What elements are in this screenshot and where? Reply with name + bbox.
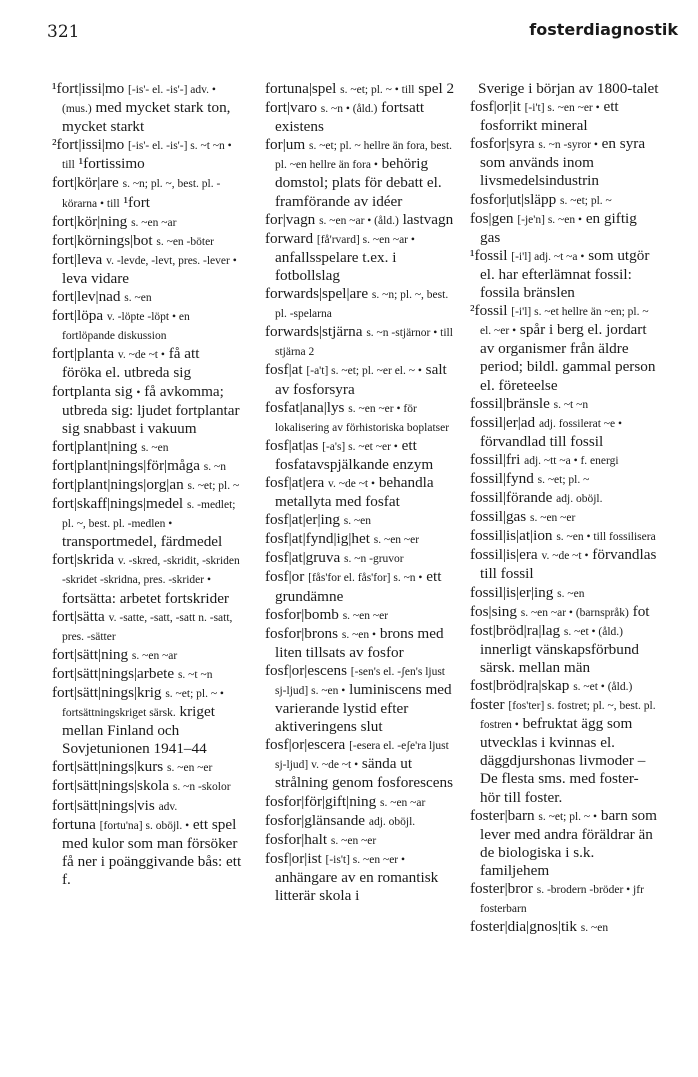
dictionary-entry	[470, 696, 660, 807]
hw: fosf|or|escera	[265, 736, 346, 754]
hw: fort|plant|nings|för|måga	[52, 456, 200, 474]
grammar-note: adj. fossilerat ~e •	[538, 417, 622, 430]
hw: fort|plant|nings|org|an	[52, 475, 184, 493]
dictionary-entry	[470, 677, 660, 696]
grammar-note: s. ~en ~er	[373, 534, 420, 547]
grammar-note: [-a's] s. ~et ~er •	[322, 440, 398, 453]
definition: sända ut strålning genom fosforescens	[275, 755, 453, 792]
definition: ett spel med kulor som man försöker få ner i poänggivande bås: ett f.	[62, 815, 242, 888]
grammar-note: s. ~n; pl. ~, best. pl. -spelarna	[275, 289, 449, 321]
dictionary-entry	[52, 345, 242, 382]
dictionary-entry	[265, 793, 455, 812]
hw: fort|sätt|nings|krig	[52, 684, 162, 701]
dictionary-entry	[52, 174, 242, 212]
hw: foster|barn	[470, 806, 535, 824]
hw: fort|planta	[52, 345, 115, 363]
hw: foster	[470, 696, 505, 714]
hw: fosfor|brons	[265, 624, 339, 642]
dictionary-entry	[52, 646, 242, 665]
grammar-note: adj. oböjl.	[556, 493, 603, 506]
grammar-note: s. ~en ~ar	[131, 216, 177, 229]
grammar-note: s. ~t ~n	[553, 398, 589, 411]
grammar-note: [-esera el. -eʃe'ra ljust sj-ljud] v. ~de ~t •	[275, 740, 449, 772]
grammar-note: adj. ~tt ~a • f. energi	[524, 454, 619, 467]
grammar-note: s. ~en	[557, 587, 585, 600]
definition: befruktat ägg som utvecklas i kvinnas el. däggdjurshonas livmoder – De flesta sms. med foster- hör till foster.	[480, 715, 646, 806]
dictionary-entry	[52, 758, 242, 777]
definition: anhängare av en romantisk litterär skola i	[275, 868, 439, 905]
dictionary-entry	[52, 816, 242, 889]
grammar-note: s. ~en ~er • för lokalisering av förhistoriska boplatser	[275, 402, 450, 434]
hw: fos|sing	[470, 602, 517, 620]
grammar-note: s. ~en	[580, 922, 609, 935]
grammar-note: v. ~de ~t •	[328, 477, 376, 490]
grammar-note: v. -löpte -löpt • en fortlöpande diskussion	[62, 311, 190, 343]
dictionary-entry	[52, 476, 242, 495]
dictionary-entry	[470, 584, 660, 603]
grammar-note: s. ~en ~er	[530, 512, 576, 525]
grammar-note: •	[136, 386, 141, 399]
hw: fossil|is|er|ing	[470, 583, 554, 601]
dictionary-entry	[265, 606, 455, 625]
dictionary-entry	[470, 622, 660, 677]
dictionary-entry	[265, 568, 455, 605]
definition: transportmedel, färdmedel	[62, 533, 223, 551]
grammar-note: [-i'l] s. ~et hellre än ~en; pl. ~ el. ~er •	[480, 306, 649, 338]
hw: fort|skaff|nings|medel	[52, 495, 184, 513]
grammar-note: s. ~et • (åld.)	[563, 625, 624, 638]
definition: fortsatt existens	[275, 99, 425, 136]
hw: forward	[265, 229, 314, 247]
definition: få att föröka el. utbreda sig	[62, 345, 200, 382]
running-head: fosterdiagnostik	[529, 20, 678, 39]
hw: for|vagn	[265, 210, 316, 228]
dictionary-entry	[470, 603, 660, 622]
dictionary-entry	[265, 361, 455, 398]
hw: fort|kör|ning	[52, 212, 128, 230]
definition: få avkomma; utbreda sig: ljudet fortplantar sig snabbast i vakuum	[62, 382, 240, 437]
dictionary-entry	[470, 98, 660, 135]
grammar-note: s. ~et; pl. ~	[537, 473, 590, 486]
grammar-note: s. -brodern -bröder • jfr fosterbarn	[480, 884, 644, 916]
dictionary-entry	[52, 251, 242, 288]
dictionary-entry	[265, 850, 455, 905]
grammar-note: s. ~et • (åld.)	[573, 681, 633, 693]
grammar-note: s. ~n	[203, 460, 226, 473]
hw: fossil|is|at|ion	[470, 527, 553, 545]
definition: förvandlas till fossil	[480, 546, 657, 583]
hw: fortuna	[52, 815, 96, 833]
hw: ¹fort|issi|mo	[52, 80, 125, 97]
definition: spel 2	[418, 80, 455, 97]
definition: ¹fort	[123, 193, 150, 211]
column-left	[52, 80, 242, 889]
grammar-note: s. ~en ~ar • (åld.)	[319, 214, 399, 227]
grammar-note: v. ~de ~t •	[541, 550, 589, 563]
dictionary-entry	[265, 230, 455, 285]
definition: leva vidare	[62, 269, 130, 287]
dictionary-entry	[265, 625, 455, 662]
hw: fossil|fri	[470, 450, 521, 468]
definition: behandla metallyta med fosfat	[275, 473, 434, 511]
dictionary-entry	[52, 797, 242, 816]
hw: fosfor|ut|släpp	[470, 190, 557, 208]
hw: fosf|at|as	[265, 436, 319, 454]
definition: förvandlad till fossil	[480, 432, 604, 450]
dictionary-entry	[265, 323, 455, 361]
grammar-note: s. ~en	[124, 292, 152, 305]
grammar-note: [fos'ter] s. fostret; pl. ~, best. pl. fostren •	[480, 700, 656, 732]
grammar-note: s. ~en ~ar • (barnspråk)	[520, 606, 629, 619]
grammar-note: [fås'for el. fås'for] s. ~n •	[308, 572, 423, 585]
grammar-note: s. ~en	[343, 515, 372, 528]
definition: behörig domstol; plats för debatt el. framförande av idéer	[275, 155, 442, 210]
dictionary-entry	[52, 684, 242, 758]
hw: forwards|spel|are	[265, 285, 369, 303]
hw: fossil|bränsle	[470, 394, 550, 412]
hw: fosfor|syra	[470, 135, 535, 153]
grammar-note: s. ~en •	[341, 628, 377, 641]
definition: ¹fortissimo	[78, 155, 145, 173]
grammar-note: s. ~n -skolor	[172, 781, 231, 794]
dictionary-entry	[470, 80, 660, 98]
hw: fortplanta sig	[52, 382, 133, 400]
hw: fost|bröd|ra|skap	[470, 677, 570, 694]
column-right	[470, 80, 660, 937]
hw: fort|sätt|nings|skola	[52, 777, 170, 795]
hw: fosf|at|fynd|ig|het	[265, 530, 370, 548]
dictionary-entry	[265, 211, 455, 230]
hw: fortuna|spel	[265, 80, 337, 97]
hw: foster|dia|gnos|tik	[470, 918, 577, 936]
dictionary-entry	[265, 831, 455, 850]
definition: barn som lever med andra föräldrar än de biologiska i s.k. familjehem	[480, 806, 657, 879]
dictionary-entry	[470, 470, 660, 489]
dictionary-entry	[265, 80, 455, 99]
grammar-note: s. ~t ~n	[177, 668, 213, 681]
dictionary-entry	[52, 307, 242, 345]
grammar-note: v. ~de ~t •	[117, 349, 165, 362]
dictionary-entry	[470, 247, 660, 302]
definition: innerligt vänskapsförbund särsk. mellan män	[480, 640, 640, 676]
grammar-note: s. ~n • (åld.)	[320, 103, 378, 116]
dictionary-entry	[52, 136, 242, 174]
hw: fosf|or|ist	[265, 849, 322, 867]
grammar-note: [-sen's el. -ʃen's ljust sj-ljud] s. ~en •	[275, 665, 446, 697]
grammar-note: s. ~en • till fossilisera	[556, 531, 656, 544]
definition: med mycket stark ton, mycket starkt	[62, 99, 231, 136]
hw: fosf|or	[265, 568, 305, 586]
grammar-note: adv.	[158, 800, 178, 813]
grammar-note: [-je'n] s. ~en •	[517, 213, 583, 226]
hw: foster|bror	[470, 880, 533, 898]
grammar-note: s. ~n; pl. ~, best. pl. -körarna • till	[62, 178, 221, 210]
hw: fort|sätt|nings|arbete	[52, 664, 175, 682]
dictionary-entry	[52, 232, 242, 251]
dictionary-entry	[470, 451, 660, 470]
grammar-note: s. ~et; pl. ~ •	[538, 810, 598, 823]
hw: fosf|or|it	[470, 98, 521, 116]
dictionary-entry	[470, 395, 660, 414]
hw: ²fossil	[470, 302, 508, 320]
grammar-note: s. ~et; pl. ~	[560, 194, 612, 207]
hw: fort|skrida	[52, 551, 115, 569]
page-number: 321	[47, 22, 80, 42]
hw: fosfat|ana|lys	[265, 398, 345, 416]
definition: salt av fosforsyra	[275, 361, 447, 398]
dictionary-entry	[470, 210, 660, 247]
dictionary-entry	[52, 665, 242, 684]
dictionary-entry	[265, 530, 455, 549]
grammar-note: s. ~et; pl. ~ • fortsättningskriget särsk.	[62, 688, 224, 720]
hw: fossil|fynd	[470, 469, 534, 487]
hw: fosf|at|er|ing	[265, 511, 340, 529]
dictionary-entry	[265, 285, 455, 323]
dictionary-entry	[52, 213, 242, 232]
dictionary-entry	[470, 191, 660, 210]
dictionary-entry	[52, 80, 242, 136]
grammar-note: s. ~en -böter	[156, 235, 215, 248]
hw: fort|leva	[52, 250, 103, 268]
grammar-note: s. ~en ~ar	[131, 649, 178, 662]
grammar-note: s. ~en ~er	[342, 609, 389, 622]
definition: Sverige i början av 1800-talet	[478, 80, 659, 97]
dictionary-entry	[265, 812, 455, 831]
hw: fosfor|glänsande	[265, 811, 366, 829]
grammar-note: s. ~en ~ar	[380, 796, 426, 809]
grammar-note: s. ~et; pl. ~	[187, 479, 240, 492]
hw: fort|löpa	[52, 307, 104, 325]
hw: fort|körnings|bot	[52, 231, 153, 249]
grammar-note: s. ~et; pl. ~ hellre än fora, best. pl. ~en hellre än fora •	[275, 140, 453, 172]
dictionary-entry	[52, 495, 242, 551]
grammar-note: [fortu'na] s. oböjl. •	[99, 819, 190, 832]
dictionary-entry	[52, 608, 242, 646]
dictionary-entry	[470, 546, 660, 583]
dictionary-entry	[265, 474, 455, 511]
hw: fosf|at|era	[265, 473, 325, 491]
dictionary-entry	[265, 736, 455, 792]
grammar-note: v. -levde, -levt, pres. -lever •	[106, 254, 237, 267]
hw: fort|sätt|nings|vis	[52, 796, 155, 814]
hw: fosf|at|gruva	[265, 549, 341, 567]
definition: luminiscens med varierande lystid efter aktiveringens slut	[275, 681, 452, 736]
dictionary-entry	[52, 288, 242, 307]
definition: en giftig gas	[480, 209, 637, 246]
hw: fort|sätta	[52, 607, 105, 625]
hw: fossil|er|ad	[470, 413, 536, 431]
hw: fosf|or|escens	[265, 661, 347, 679]
grammar-note: [få'rvard] s. ~en ~ar •	[316, 233, 415, 246]
dictionary-entry	[52, 551, 242, 607]
dictionary-entry	[52, 777, 242, 796]
dictionary-entry	[265, 511, 455, 530]
definition: spår i berg el. jordart av organismer från äldre period; bildl. gammal person el. företeelse	[480, 321, 656, 394]
hw: fort|kör|are	[52, 174, 119, 192]
hw: fosfor|halt	[265, 830, 328, 848]
definition: en syra som används inom livsmedelsindustrin	[480, 135, 646, 190]
dictionary-entry	[470, 414, 660, 451]
grammar-note: s. ~n -gruvor	[344, 553, 404, 566]
dictionary-entry	[265, 549, 455, 568]
hw: fosfor|för|gift|ning	[265, 792, 377, 810]
dictionary-entry	[52, 438, 242, 457]
hw: fosfor|bomb	[265, 605, 339, 623]
grammar-note: s. ~en ~er	[167, 762, 213, 775]
definition: fortsätta: arbetet fortskrider	[62, 589, 229, 607]
hw: fosf|at	[265, 361, 303, 379]
dictionary-entry	[52, 457, 242, 476]
dictionary-entry	[470, 135, 660, 190]
dictionary-entry	[265, 399, 455, 437]
hw: fort|lev|nad	[52, 288, 121, 306]
definition: ett grundämne	[275, 568, 442, 605]
grammar-note: s. ~et; pl. ~ • till	[340, 84, 415, 96]
grammar-note: [-is't] s. ~en ~er •	[325, 853, 406, 866]
definition: lastvagn	[402, 210, 454, 228]
hw: fort|varo	[265, 99, 317, 117]
hw: fort|plant|ning	[52, 437, 138, 455]
hw: ¹fossil	[470, 246, 508, 264]
hw: fos|gen	[470, 209, 514, 227]
dictionary-entry	[52, 383, 242, 438]
hw: fost|bröd|ra|lag	[470, 621, 561, 639]
dictionary-entry	[470, 508, 660, 527]
dictionary-entry	[470, 302, 660, 394]
dictionary-entry	[470, 527, 660, 546]
grammar-note: [-i't] s. ~en ~er •	[524, 102, 600, 115]
definition: som utgör el. har efterlämnat fossil: fossila bränslen	[480, 246, 650, 302]
hw: fossil|förande	[470, 489, 553, 507]
definition: anfallsspelare t.ex. i fotbollslag	[275, 248, 397, 284]
grammar-note: v. -satte, -satt, -satt n. -satt, pres. -sätter	[62, 611, 233, 643]
dictionary-entry	[470, 489, 660, 508]
hw: fort|sätt|ning	[52, 645, 129, 663]
grammar-note: s. -medlet; pl. ~, best. pl. -medlen •	[62, 499, 236, 531]
definition: fot	[632, 602, 650, 620]
hw: fort|sätt|nings|kurs	[52, 758, 164, 776]
dictionary-entry	[265, 437, 455, 474]
grammar-note: v. -skred, -skridit, -skriden -skridet -skridna, pres. -skrider •	[62, 555, 240, 587]
dictionary-entry	[265, 136, 455, 210]
grammar-note: s. ~en ~er	[330, 834, 377, 847]
dictionary-entry	[265, 99, 455, 136]
dictionary-entry	[470, 880, 660, 918]
grammar-note: [-i'l] adj. ~t ~a •	[511, 250, 585, 263]
definition: kriget mellan Finland och Sovjetunionen 1941–44	[62, 703, 215, 758]
hw: forwards|stjärna	[265, 323, 363, 341]
definition: brons med liten tillsats av fosfor	[275, 624, 444, 661]
hw: for|um	[265, 136, 306, 154]
dictionary-entry	[470, 918, 660, 937]
column-middle	[265, 80, 455, 905]
dictionary-entry	[265, 662, 455, 736]
definition: ett fosforrikt mineral	[480, 98, 619, 135]
dictionary-entry	[470, 807, 660, 880]
grammar-note: s. ~n -syror •	[538, 139, 598, 152]
grammar-note: [-is'- el. -is'-] adv. • (mus.)	[62, 84, 216, 116]
hw: ²fort|issi|mo	[52, 136, 125, 154]
grammar-note: s. ~en	[141, 441, 169, 454]
hw: fossil|gas	[470, 508, 527, 526]
hw: fossil|is|era	[470, 546, 538, 564]
grammar-note: adj. oböjl.	[368, 815, 416, 828]
definition: ett fosfatavspjälkande enzym	[275, 436, 434, 473]
grammar-note: [-a't] s. ~et; pl. ~er el. ~ •	[306, 365, 422, 378]
grammar-note: s. ~n -stjärnor • till stjärna 2	[275, 327, 453, 359]
grammar-note: [-is'- el. -is'-] s. ~t ~n • till	[62, 140, 232, 172]
